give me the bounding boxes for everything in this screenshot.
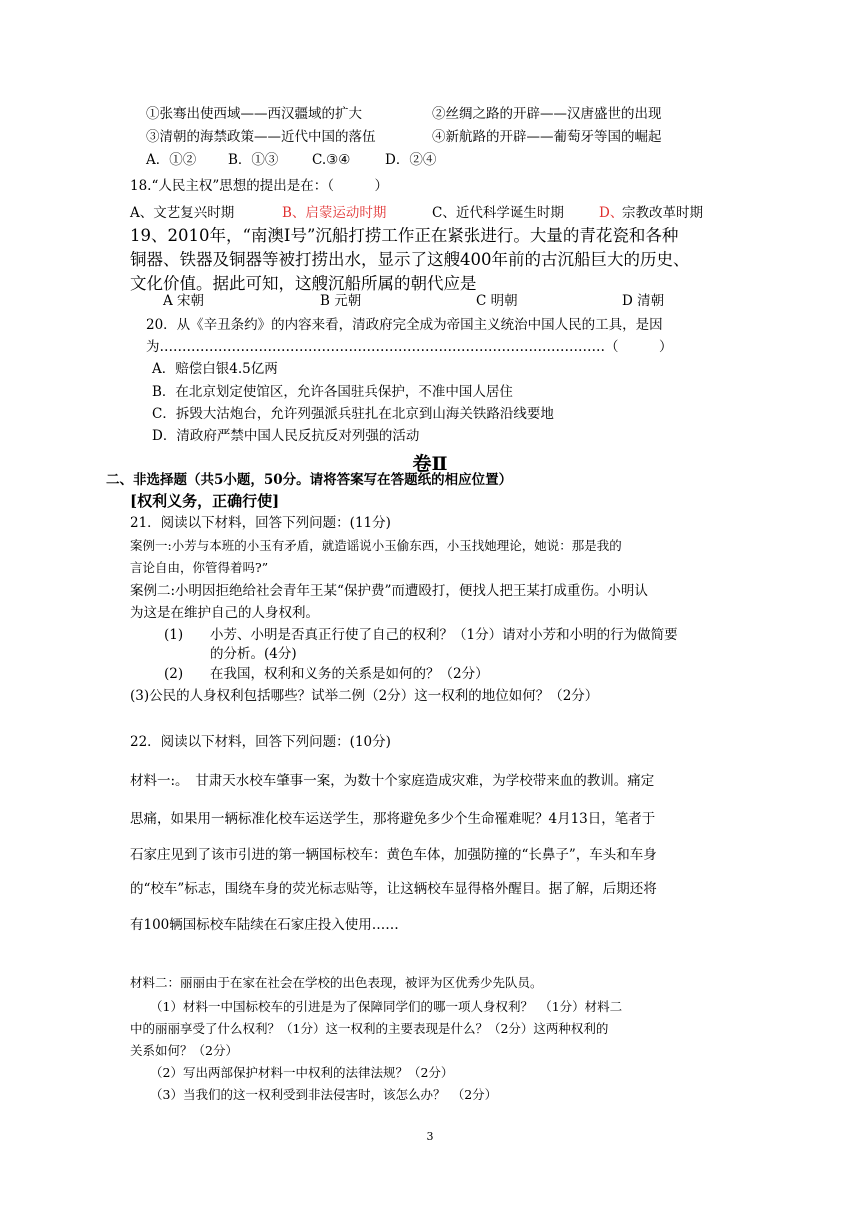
q17-item-4: ④新航路的开辟——葡萄牙等国的崛起 [432, 129, 662, 145]
q22-sub2: （2）写出两部保护材料一中权利的法律法规？（2分） [150, 1065, 454, 1080]
q18-option-c: C、近代科学诞生时期 [432, 205, 564, 221]
q21-sub3: (3)公民的人身权利包括哪些？试举二例（2分）这一权利的地位如何？（2分） [130, 688, 599, 704]
section-heading: [权利义务，正确行使] [130, 492, 280, 510]
q17-item-1: ①张骞出使西域——西汉疆域的扩大 [146, 106, 362, 122]
q17-option-c: C.③④ [312, 152, 351, 168]
q21-sub2-number: (2) [164, 666, 184, 682]
q21-case2-line-1: 案例二:小明因拒绝给社会青年王某“保护费”而遭殴打，便找人把王某打成重伤。小明认 [130, 583, 648, 599]
q22-material2: 材料二：丽丽由于在家在社会在学校的出色表现，被评为区优秀少先队员。 [130, 975, 543, 990]
q22-material1-line-1: 材料一:。 甘肃天水校车肇事一案，为数十个家庭造成灾难，为学校带来血的教训。痛定 [130, 773, 655, 789]
q22-sub1-line-2: 中的丽丽享受了什么权利？（1分）这一权利的主要表现是什么？（2分）这两种权利的 [130, 1021, 609, 1036]
q21-sub1-line-1: 小芳、小明是否真正行使了自己的权利？（1分）请对小芳和小明的行为做简要 [210, 627, 678, 643]
q21-case1-line-2: 言论自由，你管得着吗?” [130, 560, 269, 575]
q22-stem: 22．阅读以下材料，回答下列问题：(10分) [130, 734, 391, 750]
q20-option-a: A．赔偿白银4.5亿两 [152, 361, 278, 377]
q20-line-1: 20．从《辛丑条约》的内容来看，清政府完全成为帝国主义统治中国人民的工具，是因 [146, 317, 663, 333]
q19-option-a: A 宋朝 [163, 293, 205, 309]
q21-case1-line-1: 案例一:小芳与本班的小玉有矛盾，就造谣说小玉偷东西，小玉找她理论，她说：那是我的 [130, 538, 622, 553]
q19-option-b: B 元朝 [320, 293, 362, 309]
q18-option-a: A、文艺复兴时期 [130, 205, 235, 221]
q18-option-d-text: 宗教改革时期 [622, 205, 703, 221]
q20-option-c: C．拆毁大沽炮台，允许列强派兵驻扎在北京到山海关铁路沿线要地 [152, 406, 554, 422]
part-2-title: 卷Ⅱ [412, 453, 448, 475]
q20-line-2: 为………………………………………………………………………………………（ ） [146, 339, 673, 355]
q17-item-2: ②丝绸之路的开辟——汉唐盛世的出现 [432, 106, 662, 122]
q17-option-b: B．①③ [228, 152, 279, 168]
q19-option-c: C 明朝 [476, 293, 518, 309]
part-2-heading: 二、非选择题（共5小题，50分。请将答案写在答题纸的相应位置） [106, 472, 513, 488]
q20-option-d: D．清政府严禁中国人民反抗反对列强的活动 [152, 428, 420, 444]
q22-sub3: （3）当我们的这一权利受到非法侵害时，该怎么办？ （2分） [150, 1087, 498, 1102]
q21-sub2: 在我国，权利和义务的关系是如何的？（2分） [210, 666, 489, 682]
q22-sub1-line-3: 关系如何？（2分） [130, 1043, 238, 1058]
q19-option-d: D 清朝 [622, 293, 665, 309]
q21-sub1-line-2: 的分析。(4分) [210, 646, 297, 662]
q21-case2-line-2: 为这是在维护自己的人身权利。 [130, 605, 319, 621]
q19-line-1: 19、2010年，“南澳Ⅰ号”沉船打捞工作正在紧张进行。大量的青花瓷和各种 [130, 226, 679, 245]
q21-stem: 21．阅读以下材料，回答下列问题：(11分) [130, 515, 391, 531]
q18-stem: 18.“人民主权”思想的提出是在：（ ） [130, 178, 389, 194]
q21-sub1-number: (1) [164, 627, 184, 643]
page-number: 3 [426, 1130, 434, 1143]
q19-line-3: 文化价值。据此可知，这艘沉船所属的朝代应是 [130, 274, 477, 293]
q18-option-b: B、启蒙运动时期 [282, 205, 387, 221]
q22-material1-line-2: 思痛，如果用一辆标准化校车运送学生，那将避免多少个生命罹难呢？4月13日，笔者于 [130, 811, 656, 827]
q17-option-d: D．②④ [385, 152, 437, 168]
q17-option-a: A．①② [146, 152, 197, 168]
q18-option-d-letter: D、 [599, 205, 624, 221]
q22-material1-line-3: 石家庄见到了该市引进的第一辆国标校车：黄色车体，加强防撞的“长鼻子”，车头和车身 [130, 847, 657, 863]
q19-line-2: 铜器、铁器及铜器等被打捞出水，显示了这艘400年前的古沉船巨大的历史、 [130, 250, 690, 269]
q22-material1-line-5: 有100辆国标校车陆续在石家庄投入使用…… [130, 917, 399, 933]
q17-item-3: ③清朝的海禁政策——近代中国的落伍 [146, 129, 376, 145]
q22-material1-line-4: 的“校车”标志，围绕车身的荧光标志贴等，让这辆校车显得格外醒目。据了解，后期还将 [130, 881, 657, 897]
q20-option-b: B．在北京划定使馆区，允许各国驻兵保护，不准中国人居住 [152, 384, 513, 400]
q22-sub1-line-1: （1）材料一中国标校车的引进是为了保障同学们的哪一项人身权利？ （1分）材料二 [150, 999, 623, 1014]
